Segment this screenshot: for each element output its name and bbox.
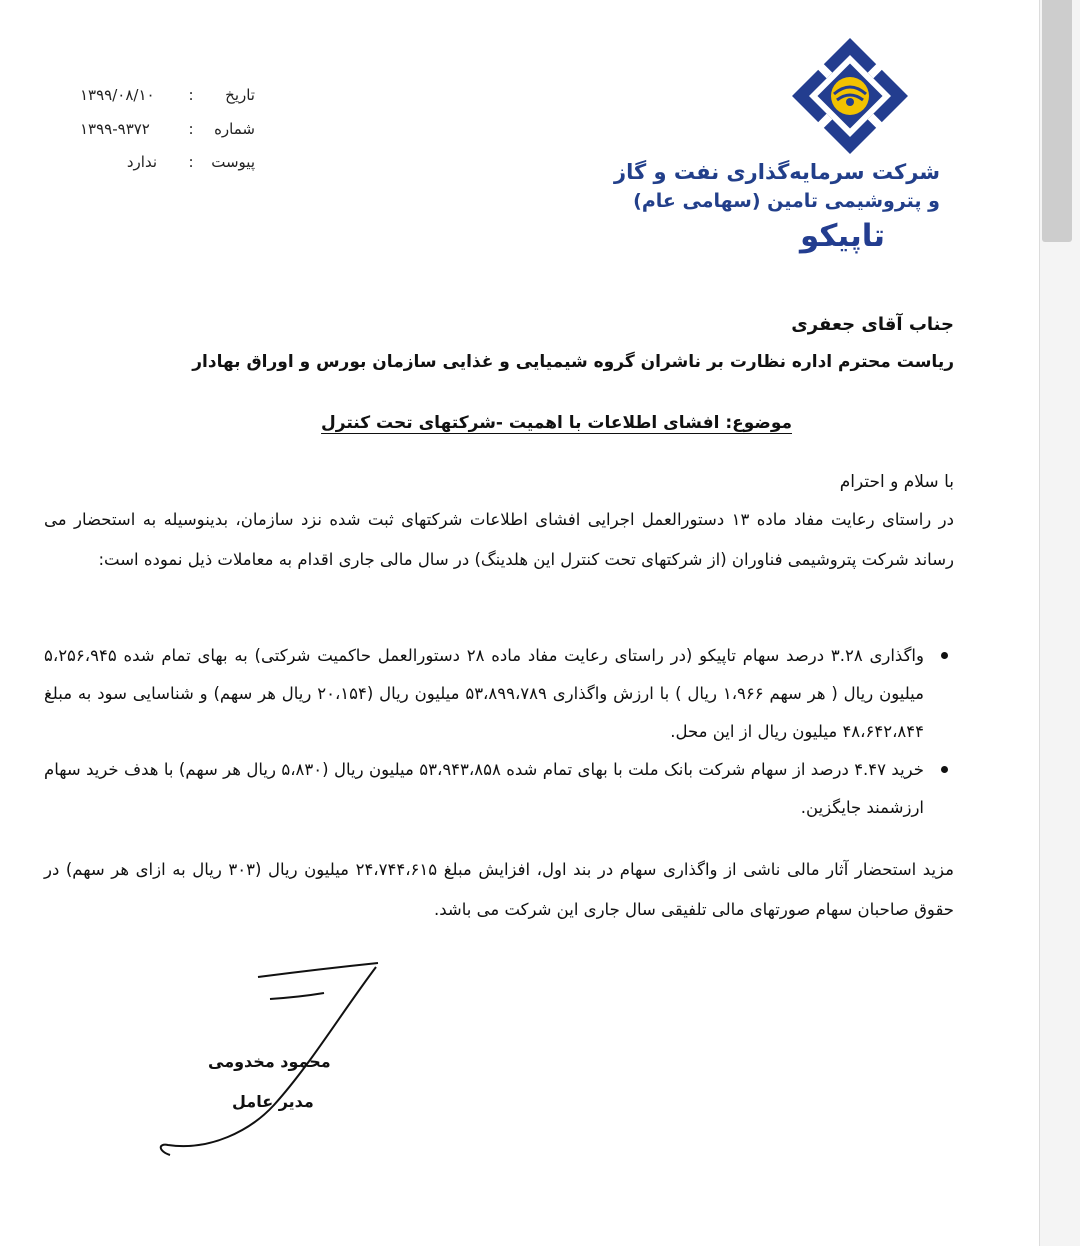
intro-paragraph: در راستای رعایت مفاد ماده ۱۳ دستورالعمل اجرایی افشای اطلاعات شرکتهای ثبت شده نزد سازمان، بدینوسیله به استحضار می رساند شرکت پتروشیمی فناوران (از شرکتهای تحت کنترل این هلدینگ) در سال مالی جاری اقدام به معاملات ذیل نموده است: [44, 510, 954, 569]
attachment-value: ندارد [126, 153, 157, 171]
number-colon: : [188, 120, 194, 138]
closing-paragraph: مزید استحضار آثار مالی ناشی از واگذاری سهام در بند اول، افزایش مبلغ ۲۴،۷۴۴،۶۱۵ میلیون ریال (۳۰۳ ریال به ازای هر سهم) در حقوق صاحبان سهام صورتهای مالی تلفیقی سال جاری این شرکت می باشد. [44, 860, 954, 919]
signer-title: مدیر عامل [232, 1092, 314, 1111]
number-label: شماره [214, 120, 255, 138]
bullet-icon [941, 652, 948, 659]
scrollbar-track[interactable] [1039, 0, 1080, 1246]
attachment-row [80, 153, 255, 171]
scrollbar-thumb[interactable] [1042, 0, 1072, 242]
company-line-2: و پتروشیمی تامین (سهامی عام) [633, 190, 940, 212]
attachment-colon: : [188, 153, 194, 171]
number-value: ۱۳۹۹-۹۳۷۲ [80, 120, 150, 138]
list-item [44, 637, 954, 751]
subject: موضوع: افشای اطلاعات با اهمیت -شرکتهای تحت کنترل [321, 413, 792, 433]
transactions-list [44, 637, 954, 827]
company-line-1: شرکت سرمایه‌گذاری نفت و گاز [614, 160, 940, 184]
bullet-icon [941, 766, 948, 773]
date-colon: : [188, 86, 194, 104]
company-logo [790, 36, 910, 156]
date-label: تاریخ [225, 86, 255, 104]
number-row [80, 120, 255, 138]
attachment-label: پیوست [211, 153, 255, 171]
transaction-text: واگذاری ۳.۲۸ درصد سهام تاپیکو (در راستای رعایت مفاد ماده ۲۸ دستورالعمل حاکمیت شرکتی) به بهای تمام شده ۵،۲۵۶،۹۴۵ میلیون ریال ( هر سهم ۱،۹۶۶ ریال ) با ارزش واگذاری ۵۳،۸۹۹،۷۸۹ میلیون ریال (۲۰،۱۵۴ ریال هر سهم) و شناسایی سود به مبلغ ۴۸،۶۴۲،۸۴۴ میلیون ریال از این محل. [44, 646, 924, 741]
greeting: با سلام و احترام [839, 472, 954, 492]
date-value: ۱۳۹۹/۰۸/۱۰ [80, 86, 155, 104]
company-name: تاپیکو [800, 218, 886, 254]
recipient: جناب آقای جعفری [791, 314, 954, 335]
transaction-text: خرید ۴.۴۷ درصد از سهام شرکت بانک ملت با بهای تمام شده ۵۳،۹۴۳،۸۵۸ میلیون ریال (۵،۸۳۰ ریال هر سهم) با هدف خرید سهام ارزشمند جایگزین. [44, 760, 924, 817]
list-item [44, 751, 954, 827]
date-row [80, 86, 255, 104]
recipient-title: ریاست محترم اداره نظارت بر ناشران گروه شیمیایی و غذایی سازمان بورس و اوراق بهادار [192, 352, 954, 372]
signer-name: محمود مخدومی [208, 1052, 331, 1071]
